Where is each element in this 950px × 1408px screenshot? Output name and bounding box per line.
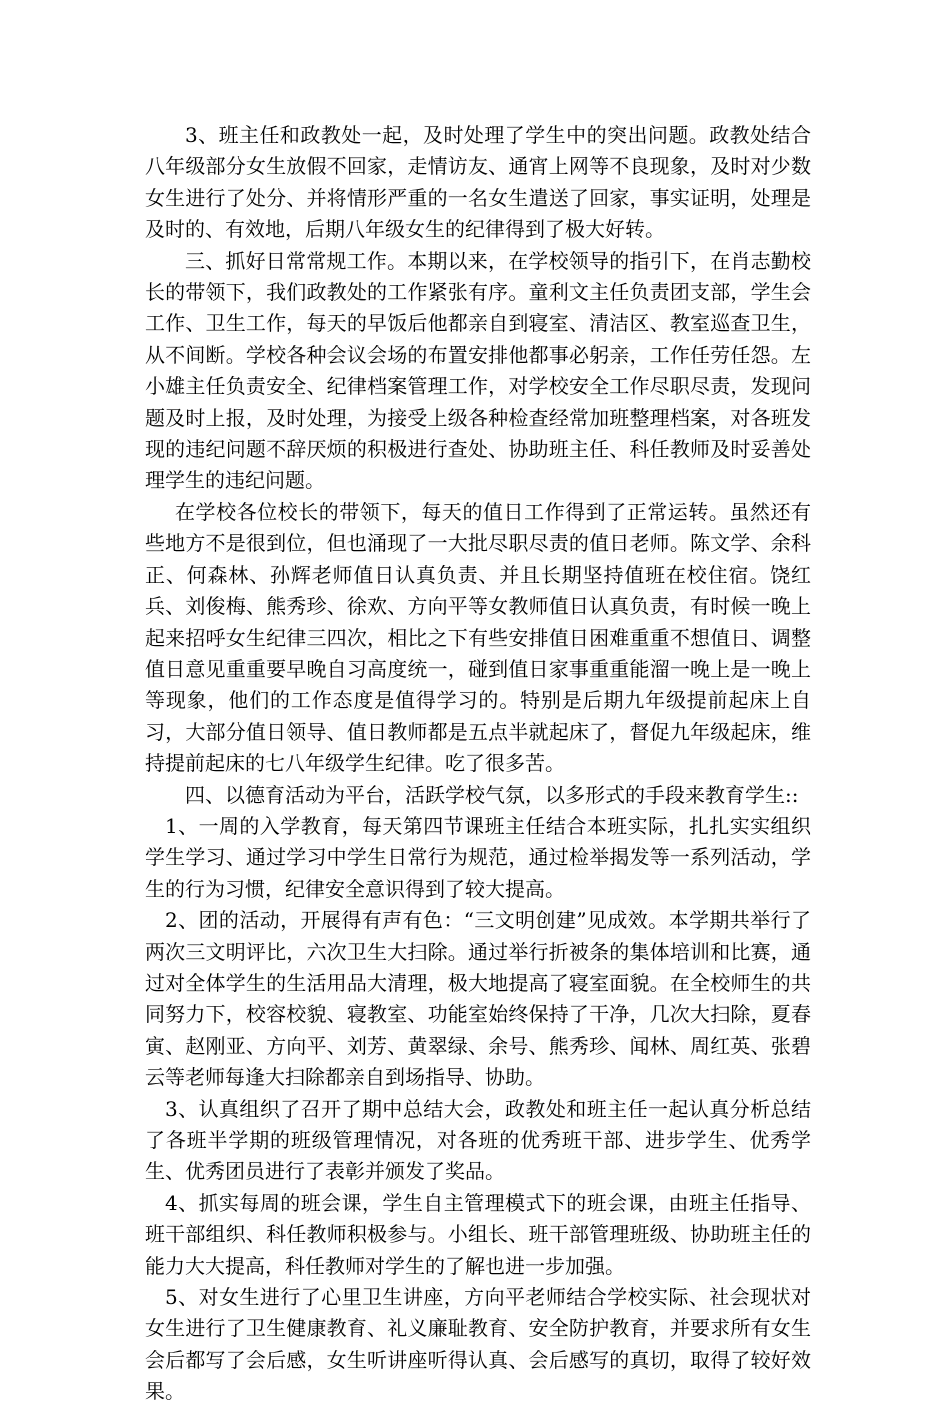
paragraph-item-4-class-meeting: 4、抓实每周的班会课，学生自主管理模式下的班会课，由班主任指导、班干部组织、科任教师积极参与。小组长、班干部管理班级、协助班主任的能力大大提高，科任教师对学生的了解也进一步加强。	[145, 1190, 811, 1278]
paragraph-item-5-health-lecture: 5、对女生进行了心里卫生讲座，方向平老师结合学校实际、社会现状对女生进行了卫生健康教育、礼义廉耻教育、安全防护教育，并要求所有女生会后都写了会后感，女生听讲座听得认真、会后感写的真切，取得了较好效果。	[145, 1285, 811, 1404]
document-body	[145, 120, 811, 1408]
paragraph-section-3-routine-work: 三、抓好日常常规工作。本期以来，在学校领导的指引下，在肖志勤校长的带领下，我们政教处的工作紧张有序。童利文主任负责团支部，学生会工作、卫生工作，每天的早饭后他都亲自到寝室、清洁区、教室巡查卫生，从不间断。学校各种会议会场的布置安排他都事必躬亲，工作任劳任怨。左小雄主任负责安全、纪律档案管理工作，对学校安全工作尽职尽责，发现问题及时上报，及时处理，为接受上级各种检查经常加班整理档案，对各班发现的违纪问题不辞厌烦的积极进行查处、协助班主任、科任教师及时妥善处理学生的违纪问题。	[145, 248, 811, 493]
paragraph-item-3-midterm-meeting: 3、认真组织了召开了期中总结大会，政教处和班主任一起认真分析总结了各班半学期的班级管理情况，对各班的优秀班干部、进步学生、优秀学生、优秀团员进行了表彰并颁发了奖品。	[145, 1096, 811, 1184]
paragraph-section-4-moral-activities: 四、以德育活动为平台，活跃学校气氛，以多形式的手段来教育学生::	[185, 782, 799, 807]
paragraph-item-2-league-activities: 2、团的活动，开展得有声有色：“三文明创建”见成效。本学期共举行了两次三文明评比，六次卫生大扫除。通过举行折被条的集体培训和比赛，通过对全体学生的生活用品大清理，极大地提高了寝室面貌。在全校师生的共同努力下，校容校貌、寝教室、功能室始终保持了干净，几次大扫除，夏春寅、赵刚亚、方向平、刘芳、黄翠绿、余号、熊秀珍、闻林、周红英、张碧云等老师每逢大扫除都亲自到场指导、协助。	[145, 908, 811, 1090]
paragraph-item-3-discipline: 3、班主任和政教处一起，及时处理了学生中的突出问题。政教处结合八年级部分女生放假不回家，走情访友、通宵上网等不良现象，及时对少数女生进行了处分、并将情形严重的一名女生遣送了回家，事实证明，处理是及时的、有效地，后期八年级女生的纪律得到了极大好转。	[145, 123, 811, 242]
paragraph-duty-work: 在学校各位校长的带领下，每天的值日工作得到了正常运转。虽然还有些地方不是很到位，但也涌现了一大批尽职尽责的值日老师。陈文学、余科正、何森林、孙辉老师值日认真负责、并且长期坚持值班在校住宿。饶红兵、刘俊梅、熊秀珍、徐欢、方向平等女教师值日认真负责，有时候一晚上起来招呼女生纪律三四次，相比之下有些安排值日困难重重不想值日、调整值日意见重重要早晚自习高度统一，碰到值日家事重重能溜一晚上是一晚上等现象，他们的工作态度是值得学习的。特别是后期九年级提前起床上自习，大部分值日领导、值日教师都是五点半就起床了，督促九年级起床，维持提前起床的七八年级学生纪律。吃了很多苦。	[145, 499, 811, 776]
paragraph-item-1-enrollment-education: 1、一周的入学教育，每天第四节课班主任结合本班实际，扎扎实实组织学生学习、通过学习中学生日常行为规范，通过检举揭发等一系列活动，学生的行为习惯，纪律安全意识得到了较大提高。	[145, 813, 811, 901]
